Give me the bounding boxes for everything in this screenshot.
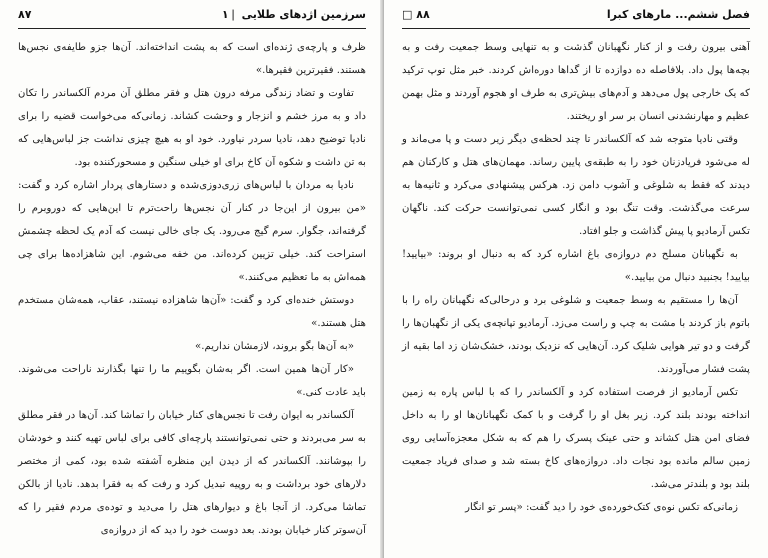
left-page-body bbox=[18, 36, 366, 550]
paragraph: تکس آرمادیو از فرصت استفاده کرد و آلکساندر را که با لباس پاره به زمین انداخته بودند بلند کرد. زیر بغل او را گرفت و با کمک نگهبانان‌ها او را به داخل فضای امن هتل کشاند و حتی عینک پسرک را هم که به شکل معجزه‌آسایی روی زمین سالم مانده بود نجات داد. دروازه‌های کاخ بسته شد و صدای فریاد جمعیت بلند بود و بلندتر می‌شد. bbox=[402, 387, 750, 490]
paragraph: زمانی‌که تکس نوه‌ی کتک‌خورده‌ی خود را دید گفت: «پسر تو انگار bbox=[465, 502, 738, 513]
paragraph: به نگهبانان مسلح دم دروازه‌ی باغ اشاره کرد که به دنبال او بروند: «بیایید! بیایید! بجنبید دنبال من بیایید.» bbox=[402, 249, 750, 283]
paragraph: آلکساندر به ایوان رفت تا نجس‌های کنار خیابان را تماشا کند. آن‌ها در فقر مطلق به سر می‌بردند و حتی نمی‌توانستند پارچه‌ای کافی برای لباس تهیه کنند و خودشان را بپوشانند. آلکساندر که از دیدن این منظره آشفته شده بود، کمی از مختصر دلارهای خود برداشت و به روپیه تبدیل کرد و رفت که به فقرا بدهد. نادیا از بالکن تماشا می‌کرد. از آنجا باغ و دیوارهای هتل را می‌دید و توده‌ی مردم فقیر را که آن‌سوتر کنار خیابان بودند. بعد دوست خود را دید که از دروازه‌ی bbox=[18, 410, 366, 536]
left-page-number: ۸۷ bbox=[18, 8, 32, 21]
paragraph: آن‌ها را مستقیم به وسط جمعیت و شلوغی برد و درحالی‌که نگهبانان راه را با باتوم باز کردند با مشت به چپ و راست می‌زد. آرمادیو تپانچه‌ی یکی از نگهبان‌ها را گرفت و دو تیر هوایی شلیک کرد. آن‌هایی که نزدیک بودند، خشک‌شان زد اما بقیه از پشت فشار می‌آوردند. bbox=[402, 295, 750, 375]
paragraph: «کار آن‌ها همین است. اگر به‌شان بگوییم ما را تنها بگذارند ناراحت می‌شوند. باید عادت کنی.» bbox=[18, 364, 366, 398]
paragraph: وقتی نادیا متوجه شد که آلکساندر تا چند لحظه‌ی دیگر زیر دست و پا می‌ماند و له می‌شود فریادزنان خود را به طبقه‌ی پایین رساند. مهمان‌های هتل و کارکنان هم دیدند که فقط به شلوغی و آشوب دامن زد. هرکس پیشنهادی می‌کرد و ثانیه‌ها به سرعت می‌گذشت. وقت تنگ بود و انگار کسی نمی‌توانست حرکت کند. ناگهان تکس آرمادیو پا پیش گذاشت و جلو افتاد. bbox=[402, 134, 750, 237]
left-page-header bbox=[18, 6, 366, 29]
right-page-number: ۸۸ □ bbox=[402, 8, 430, 21]
right-running-title: فصل ششم... مارهای کبرا bbox=[606, 8, 750, 21]
paragraph: ظرف و پارچه‌ی ژنده‌ای است که به پشت انداخته‌اند. آن‌ها جزو طایفه‌ی نجس‌ها هستند. فقیرترین فقیرها.» bbox=[18, 42, 366, 76]
paragraph: نادیا به مردان با لباس‌های زری‌دوزی‌شده و دستارهای پردار اشاره کرد و گفت: «من بیرون از این‌جا در کنار آن نجس‌ها راحت‌ترم تا این‌هایی که دوروبرم را گرفته‌اند، جگوار. سرم گیج می‌رود. یک جای خالی نیست که آدم یک لحظه چشمش استراحت کند. خیلی تزیین کرده‌اند. من خفه می‌شوم. این شاهزاده‌ها برای چی همه‌اش به ما تعظیم می‌کنند.» bbox=[18, 180, 366, 283]
paragraph: «به آن‌ها بگو بروند، لازمشان نداریم.» bbox=[195, 341, 354, 352]
right-page-body bbox=[402, 36, 750, 550]
right-page-header bbox=[402, 6, 750, 29]
right-page bbox=[384, 0, 768, 558]
left-running-title: سرزمین اژدهای طلایی ❘۱ bbox=[221, 8, 366, 21]
paragraph: دوستش خنده‌ای کرد و گفت: «آن‌ها شاهزاده نیستند، عقاب، همه‌شان مستخدم هتل هستند.» bbox=[18, 295, 366, 329]
paragraph: تفاوت و تضاد زندگی مرفه درون هتل و فقر مطلق آن مردم آلکساندر را تکان داد و به مرز خشم و انزجار و وحشت کشاند. زمانی‌که می‌خواست قضیه را برای نادیا توضیح دهد، نادیا سردر نیاورد. خود او به هیچ چیزی نداشت جز لباس‌هایی که به تن داشت و شکوه آن کاخ برای او خیلی سنگین و مسحورکننده بود. bbox=[18, 88, 366, 168]
paragraph: آهنی بیرون رفت و از کنار نگهبانان گذشت و به تنهایی وسط جمعیت رفت و به بچه‌ها پول داد. بلافاصله ده دوازده تا از گداها دوره‌اش کردند. خبر مثل توپ ترکید که یک خارجی پول می‌دهد و آدم‌های بیش‌تری به طرف او هجوم آوردند و مثل بهمن عظیم و مهارنشدنی انسان بر سر او ریختند. bbox=[402, 42, 750, 122]
